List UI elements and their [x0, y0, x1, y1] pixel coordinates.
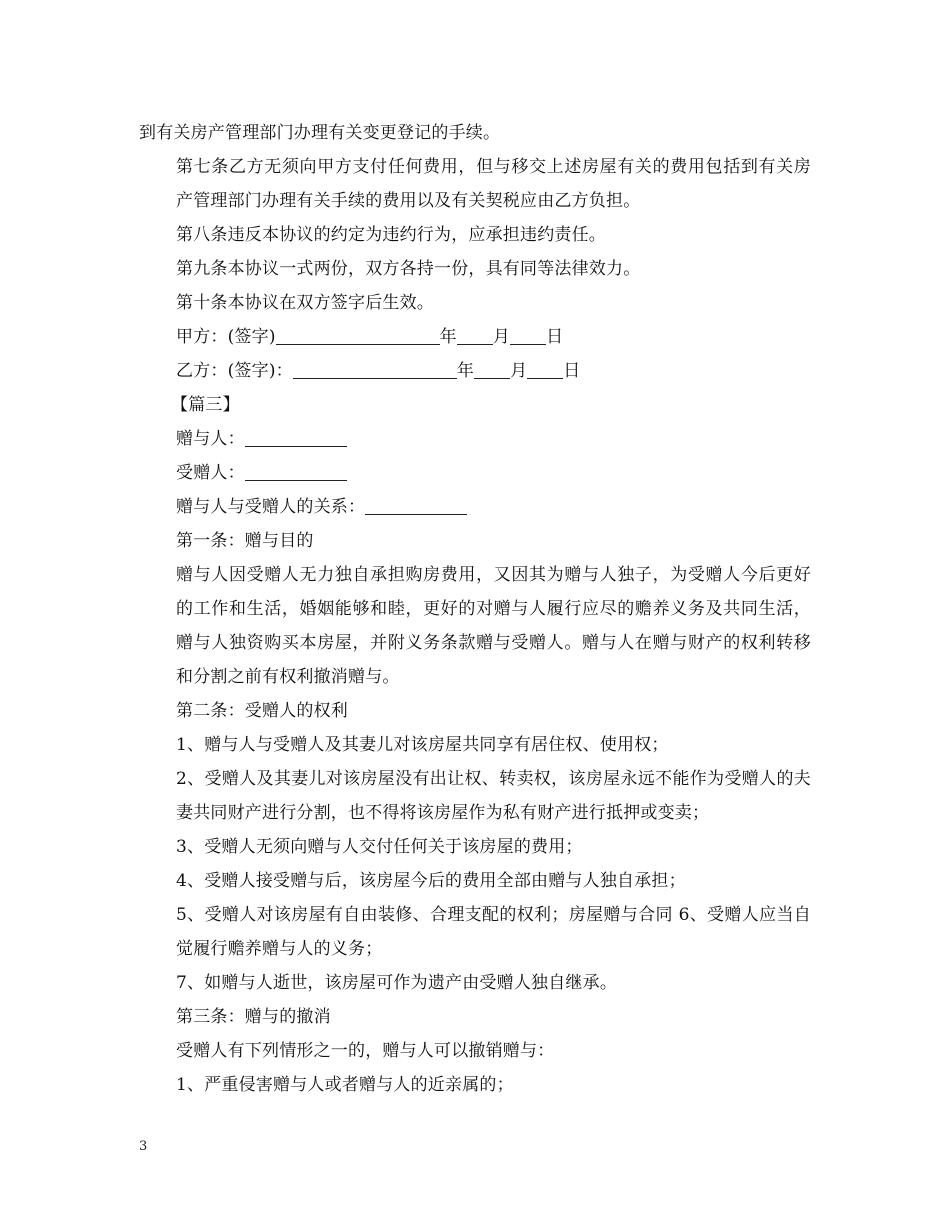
month-label: 月 [510, 361, 528, 381]
relation-label: 赠与人与受赠人的关系： [176, 497, 366, 517]
donee-blank [245, 462, 347, 481]
article-eight: 第八条违反本协议的约定为违约行为，应承担违约责任。 [176, 225, 606, 245]
month-blank [474, 360, 510, 379]
day-blank [510, 326, 546, 345]
day-label: 日 [563, 361, 581, 381]
article-two-item: 1、赠与人与受赠人及其妻儿对该房屋共同享有居住权、使用权； [176, 735, 669, 755]
article-two-title: 第二条：受赠人的权利 [176, 701, 348, 721]
article-one-body: 赠与人因受赠人无力独自承担购房费用，又因其为赠与人独子，为受赠人今后更好的工作和生活，婚姻能够和睦，更好的对赠与人履行应尽的赡养义务及共同生活，赠与人独资购买本房屋，并附义务条款赠与受赠人。赠与人在赠与财产的权利转移和分割之前有权利撤消赠与。 [176, 565, 811, 687]
party-b-signature-blank [293, 360, 457, 379]
signature-line-party-a [139, 320, 811, 354]
year-label: 年 [439, 327, 457, 347]
article-three-item: 1、严重侵害赠与人或者赠与人的近亲属的； [176, 1075, 514, 1095]
relation-field [139, 490, 811, 524]
section-title: 【篇三】 [171, 395, 240, 415]
page-number: 3 [139, 1139, 148, 1154]
paragraph-registration: 到有关房产管理部门办理有关变更登记的手续。 [139, 123, 501, 143]
donee-label: 受赠人： [176, 463, 245, 483]
article-one-title: 第一条：赠与目的 [176, 531, 314, 551]
relation-blank [365, 496, 467, 515]
donor-field [139, 422, 811, 456]
signature-line-party-b [139, 354, 811, 388]
article-two-item: 3、受赠人无须向赠与人交付任何关于该房屋的费用； [176, 837, 583, 857]
party-a-label: 甲方：(签字) [176, 327, 276, 347]
donor-blank [245, 428, 347, 447]
article-seven: 第七条乙方无须向甲方支付任何费用，但与移交上述房屋有关的费用包括到有关房产管理部门办理有关手续的费用以及有关契税应由乙方负担。 [176, 157, 811, 211]
donee-field [139, 456, 811, 490]
article-two-item: 5、受赠人对该房屋有自由装修、合理支配的权利；房屋赠与合同 6、受赠人应当自觉履行赡养赠与人的义务； [176, 905, 811, 959]
day-blank [527, 360, 563, 379]
month-blank [457, 326, 493, 345]
article-two-item: 2、受赠人及其妻儿对该房屋没有出让权、转卖权，该房屋永远不能作为受赠人的夫妻共同财产进行分割，也不得将该房屋作为私有财产进行抵押或变卖； [176, 769, 811, 823]
year-label: 年 [456, 361, 475, 381]
article-three-title: 第三条：赠与的撤消 [176, 1007, 331, 1027]
article-two-item: 4、受赠人接受赠与后，该房屋今后的费用全部由赠与人独自承担； [176, 871, 686, 891]
document-body [139, 116, 811, 1102]
month-label: 月 [492, 327, 511, 347]
party-a-signature-blank [276, 326, 440, 345]
article-nine: 第九条本协议一式两份，双方各持一份，具有同等法律效力。 [176, 259, 641, 279]
article-three-intro: 受赠人有下列情形之一的，赠与人可以撤销赠与： [176, 1041, 555, 1061]
article-two-item: 7、如赠与人逝世，该房屋可作为遗产由受赠人独自继承。 [176, 973, 618, 993]
article-ten: 第十条本协议在双方签字后生效。 [176, 293, 434, 313]
donor-label: 赠与人： [176, 429, 245, 449]
party-b-label: 乙方：(签字)： [176, 361, 293, 381]
day-label: 日 [546, 327, 564, 347]
